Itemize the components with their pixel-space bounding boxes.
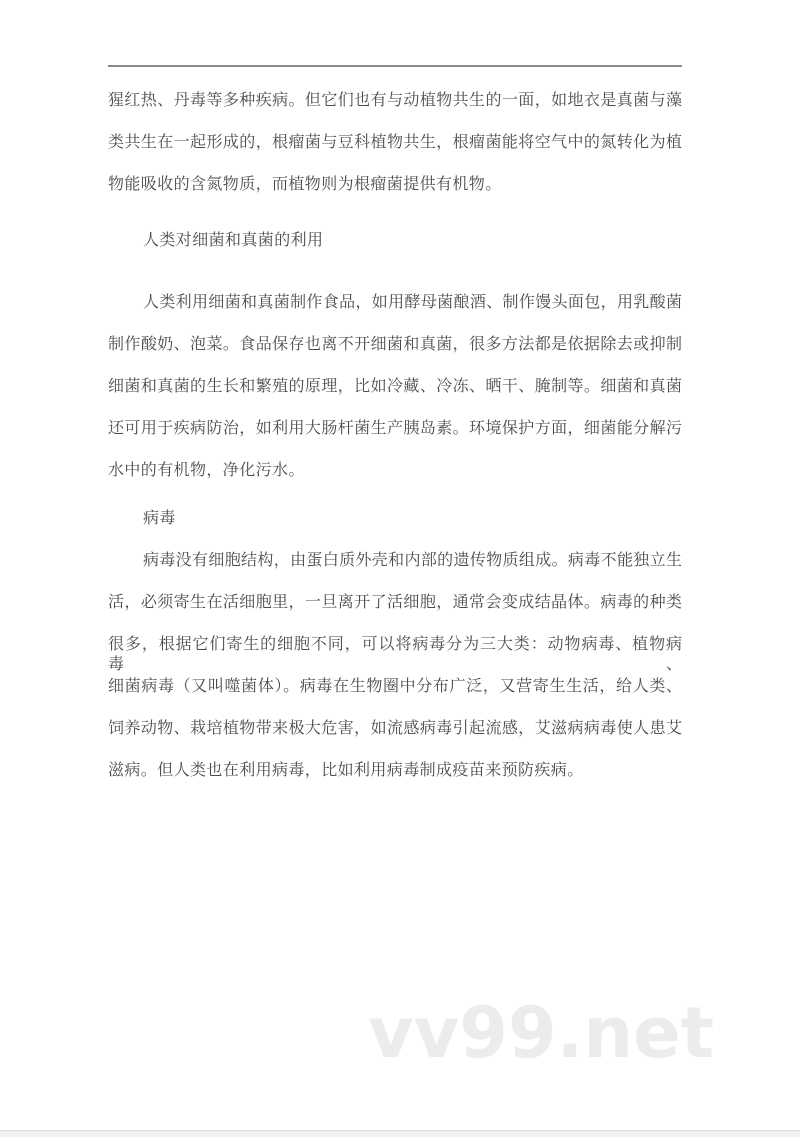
section-heading-utilization: 人类对细菌和真菌的利用 — [143, 230, 324, 249]
paragraph-line: 病毒没有细胞结构，由蛋白质外壳和内部的遗传物质组成。病毒不能独立生 — [143, 550, 682, 569]
paragraph-line: 类共生在一起形成的，根瘤菌与豆科植物共生，根瘤菌能将空气中的氮转化为植 — [108, 132, 682, 151]
paragraph-line: 还可用于疾病防治，如利用大肠杆菌生产胰岛素。环境保护方面，细菌能分解污 — [108, 418, 682, 437]
paragraph-line: 物能吸收的含氮物质，而植物则为根瘤菌提供有机物。 — [108, 174, 502, 193]
paragraph-line: 很多，根据它们寄生的细胞不同，可以将病毒分为三大类：动物病毒、植物病毒、 — [108, 634, 682, 673]
paragraph-line: 活，必须寄生在活细胞里，一旦离开了活细胞，通常会变成结晶体。病毒的种类 — [108, 592, 682, 611]
header-rule — [108, 65, 682, 67]
paragraph-line: 饲养动物、栽培植物带来极大危害，如流感病毒引起流感，艾滋病病毒使人患艾 — [108, 718, 682, 737]
page-bottom-edge — [0, 1130, 800, 1137]
paragraph-line: 细菌病毒（又叫噬菌体）。病毒在生物圈中分布广泛，又营寄生生活，给人类、 — [108, 676, 682, 695]
paragraph-line: 细菌和真菌的生长和繁殖的原理，比如冷藏、冷冻、晒干、腌制等。细菌和真菌 — [108, 376, 682, 395]
paragraph-line: 猩红热、丹毒等多种疾病。但它们也有与动植物共生的一面，如地衣是真菌与藻 — [108, 90, 682, 109]
section-heading-virus: 病毒 — [143, 508, 176, 527]
paragraph-line: 制作酸奶、泡菜。食品保存也离不开细菌和真菌，很多方法都是依据除去或抑制 — [108, 334, 682, 353]
paragraph-line: 水中的有机物，净化污水。 — [108, 460, 305, 479]
paragraph-line: 滋病。但人类也在利用病毒，比如利用病毒制成疫苗来预防疾病。 — [108, 760, 584, 779]
watermark: vv99.net — [368, 992, 715, 1074]
paragraph-line: 人类利用细菌和真菌制作食品，如用酵母菌酿酒、制作馒头面包，用乳酸菌 — [143, 292, 682, 311]
